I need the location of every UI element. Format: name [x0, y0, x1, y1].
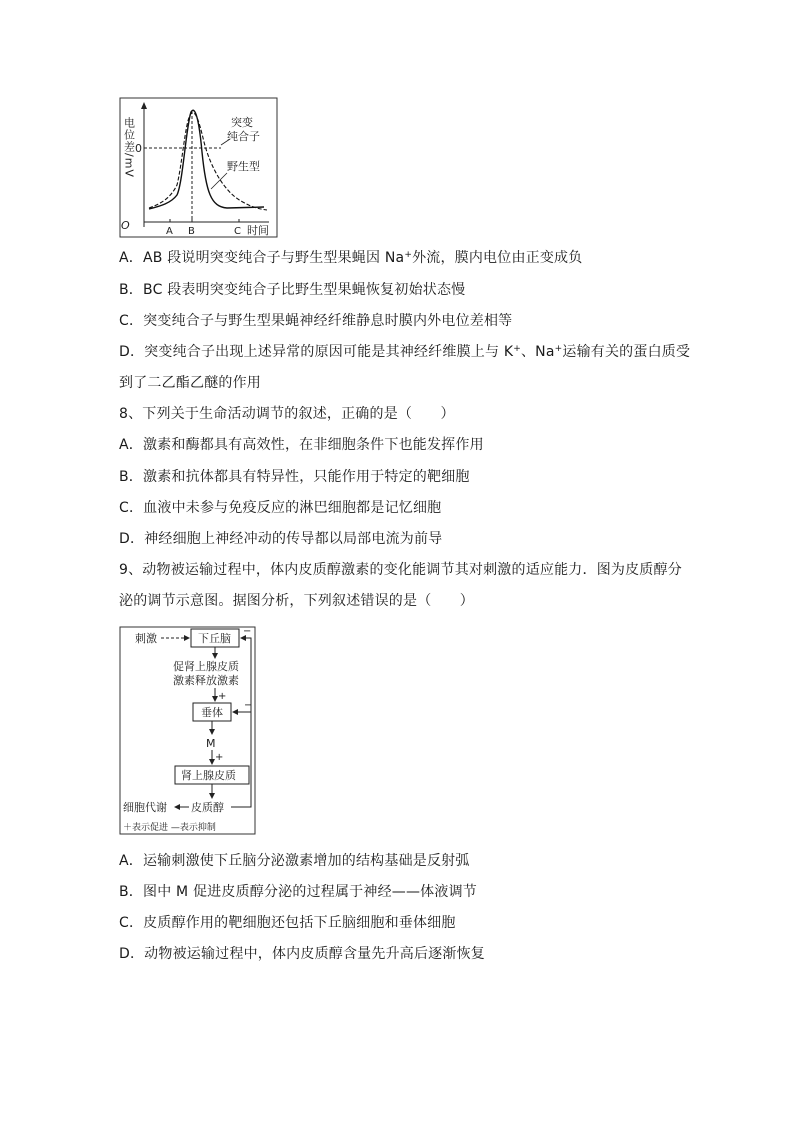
mutant-label-line2: 纯合子 [227, 130, 260, 143]
m-label: M [206, 737, 216, 750]
adrenal-cortex-label: 肾上腺皮质 [181, 769, 236, 782]
cortisol-label: 皮质醇 [191, 801, 224, 814]
pituitary-label: 垂体 [201, 706, 223, 719]
plus-sign-1: + [218, 691, 227, 702]
zero-label: 0 [135, 142, 142, 155]
crh-label-line2: 激素释放激素 [173, 674, 239, 687]
plus-sign-2: + [215, 752, 224, 763]
q7-option-d: D．突变纯合子出现上述异常的原因可能是其神经纤维膜上与 K+、Na+运输有关的蛋白质受 [119, 344, 691, 360]
stimulus-label: 刺激 [135, 632, 157, 645]
q7-option-c: C．突变纯合子与野生型果蝇神经纤维静息时膜内外电位差相等 [119, 313, 513, 329]
cell-metabolism-label: 细胞代谢 [123, 801, 167, 814]
action-potential-figure [119, 97, 279, 239]
origin-label: O [121, 219, 130, 232]
q7-option-a: A．AB 段说明突变纯合子与野生型果蝇因 Na+外流，膜内电位由正变成负 [119, 250, 583, 266]
y-axis-arrow [141, 102, 147, 109]
q8-option-d: D．神经细胞上神经冲动的传导都以局部电流为前导 [119, 531, 443, 547]
x-axis-label: 时间 [247, 224, 269, 237]
q8-option-b: B．激素和抗体都具有特异性，只能作用于特定的靶细胞 [119, 469, 470, 485]
q9-option-b: B．图中 M 促进皮质醇分泌的过程属于神经——体液调节 [119, 884, 477, 900]
q7-option-b: B．BC 段表明突变纯合子比野生型果蝇恢复初始状态慢 [119, 282, 466, 298]
q9-stem-line2: 泌的调节示意图。据图分析，下列叙述错误的是（ ） [119, 593, 474, 609]
q9-option-d: D．动物被运输过程中，体内皮质醇含量先升高后逐渐恢复 [119, 946, 485, 962]
cortisol-regulation-diagram [119, 626, 259, 836]
minus-sign-1: − [243, 626, 252, 637]
tick-a-label: A [166, 226, 173, 237]
q7-option-d-continued: 到了二乙酯乙醚的作用 [119, 375, 261, 391]
tick-b-label: B [188, 226, 195, 237]
diagram-legend: ＋表示促进 —表示抑制 [123, 823, 216, 833]
crh-label-line1: 促肾上腺皮质 [173, 660, 239, 673]
minus-sign-2: − [244, 700, 253, 711]
q8-stem: 8、下列关于生命活动调节的叙述，正确的是（ ） [119, 406, 455, 422]
q9-option-c: C．皮质醇作用的靶细胞还包括下丘脑细胞和垂体细胞 [119, 915, 456, 931]
wild-type-label: 野生型 [227, 160, 260, 173]
hypothalamus-label: 下丘脑 [198, 632, 231, 645]
tick-c-label: C [234, 226, 241, 237]
y-axis-label: 电位差/mV [122, 117, 136, 178]
q9-option-a: A．运输刺激使下丘脑分泌激素增加的结构基础是反射弧 [119, 853, 470, 869]
q9-stem-line1: 9、动物被运输过程中，体内皮质醇激素的变化能调节其对刺激的适应能力．图为皮质醇分 [119, 562, 682, 578]
q8-option-a: A．激素和酶都具有高效性，在非细胞条件下也能发挥作用 [119, 437, 484, 453]
mutant-label-line1: 突变 [231, 116, 253, 129]
q8-option-c: C．血液中未参与免疫反应的淋巴细胞都是记忆细胞 [119, 500, 442, 516]
